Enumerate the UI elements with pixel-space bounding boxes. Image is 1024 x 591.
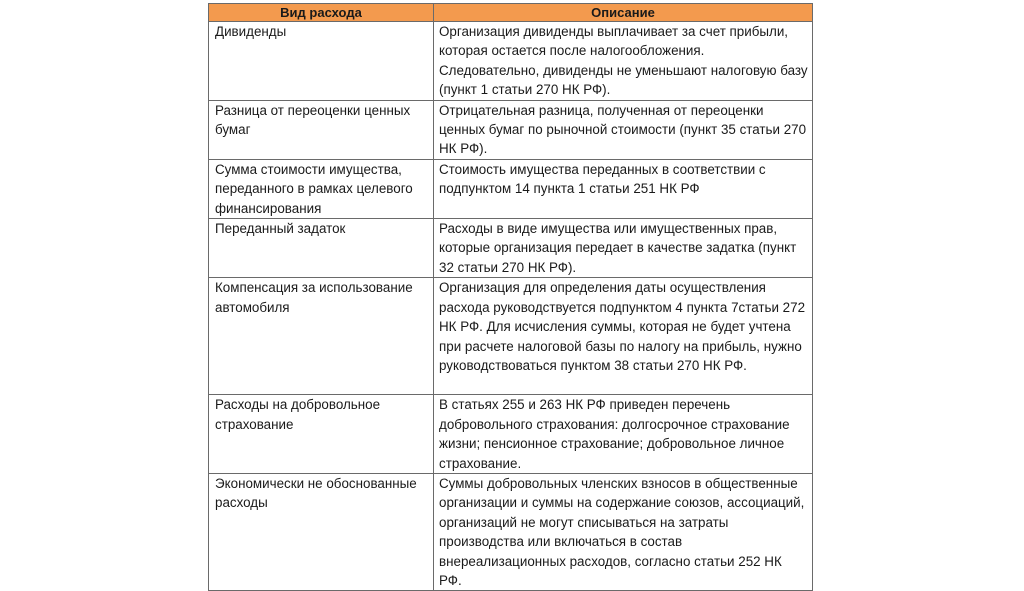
description-cell: Организация дивиденды выплачивает за счет прибыли, которая остается после налогообложения. Следовательно, дивиденды не уменьшают налоговую базу (пункт 1 статьи 270 НК РФ). [434, 22, 813, 101]
expense-type-cell: Расходы на добровольное страхование [209, 395, 434, 474]
expense-table [208, 3, 813, 591]
expense-type-cell: Переданный задаток [209, 219, 434, 278]
table-row [209, 159, 813, 218]
description-cell: Организация для определения даты осуществления расхода руководствуется подпунктом 4 пункта 7статьи 272 НК РФ. Для исчисления суммы, которая не будет учтена при расчете налоговой базы по налогу на прибыль, нужно руководствоваться пунктом 38 статьи 270 НК РФ. [434, 278, 813, 395]
expense-type-cell: Компенсация за использование автомобиля [209, 278, 434, 395]
description-cell: Расходы в виде имущества или имущественных прав, которые организация передает в качестве задатка (пункт 32 статьи 270 НК РФ). [434, 219, 813, 278]
table-row [209, 278, 813, 395]
table-header-row [209, 4, 813, 22]
description-cell: В статьях 255 и 263 НК РФ приведен перечень добровольного страхования: долгосрочное страхование жизни; пенсионное страхование; добровольное личное страхование. [434, 395, 813, 474]
header-description: Описание [434, 4, 813, 22]
description-cell: Стоимость имущества переданных в соответствии с подпунктом 14 пункта 1 статьи 251 НК РФ [434, 159, 813, 218]
table-row [209, 473, 813, 590]
table-row [209, 395, 813, 474]
table-row [209, 219, 813, 278]
table-row [209, 100, 813, 159]
expense-type-cell: Сумма стоимости имущества, переданного в рамках целевого финансирования [209, 159, 434, 218]
expense-type-cell: Дивиденды [209, 22, 434, 101]
expense-type-cell: Экономически не обоснованные расходы [209, 473, 434, 590]
expense-type-cell: Разница от переоценки ценных бумаг [209, 100, 434, 159]
description-cell: Отрицательная разница, полученная от переоценки ценных бумаг по рыночной стоимости (пункт 35 статьи 270 НК РФ). [434, 100, 813, 159]
header-expense-type: Вид расхода [209, 4, 434, 22]
table-row [209, 22, 813, 101]
description-cell: Суммы добровольных членских взносов в общественные организации и суммы на содержание союзов, ассоциаций, организаций не могут списываться на затраты производства или включаться в состав внереализационных расходов, согласно статьи 252 НК РФ. [434, 473, 813, 590]
expense-table-container [208, 3, 812, 591]
